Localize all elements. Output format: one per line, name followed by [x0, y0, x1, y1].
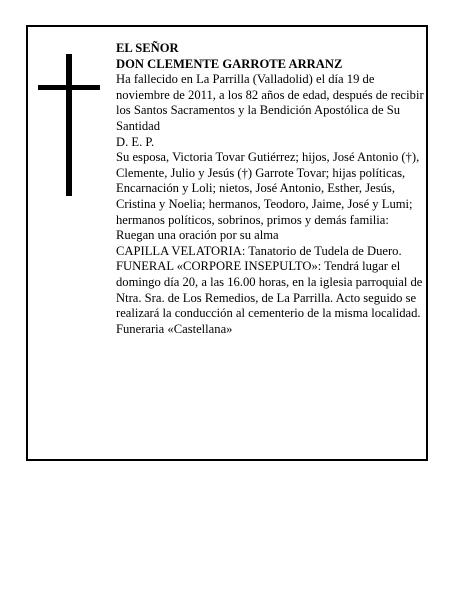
obituary-notice — [26, 25, 428, 461]
cross-horizontal-bar — [38, 85, 100, 90]
notice-family-list: Su esposa, Victoria Tovar Gutiérrez; hijos, José Antonio (†), Clemente, Julio y Jesús (†) Garrote Tovar; hijas políticas, Encarnación y Loli; nietos, José Antonio, Esther, Jesús, Cristina y Noelia; hermanos, Teodoro, Jaime, José y Lumi; hermanos políticos, sobrinos, primos y demás familia: — [116, 150, 420, 227]
notice-death-announcement: Ha fallecido en La Parrilla (Valladolid) el día 19 de noviembre de 2011, a los 82 años de edad, después de recibir los Santos Sacramentos y la Bendición Apostólica de Su Santidad — [116, 72, 424, 133]
cross-vertical-bar — [66, 54, 72, 196]
notice-funeral-home: Funeraria «Castellana» — [116, 321, 233, 336]
notice-prayer-request: Ruegan una oración por su alma — [116, 228, 279, 243]
notice-title-honorific: EL SEÑOR — [116, 41, 179, 55]
notice-wake-location: CAPILLA VELATORIA: Tanatorio de Tudela de Duero. — [116, 243, 402, 258]
notice-text — [116, 41, 426, 337]
notice-rip: D. E. P. — [116, 134, 155, 149]
cross-icon — [38, 54, 100, 196]
notice-funeral-details: FUNERAL «CORPORE INSEPULTO»: Tendrá lugar el domingo día 20, a las 16.00 horas, en la iglesia parroquial de Ntra. Sra. de Los Remedios, de La Parrilla. Acto seguido se realizará la conducción al cementerio de la misma localidad. — [116, 259, 423, 321]
notice-deceased-name: DON CLEMENTE GARROTE ARRANZ — [116, 56, 343, 71]
